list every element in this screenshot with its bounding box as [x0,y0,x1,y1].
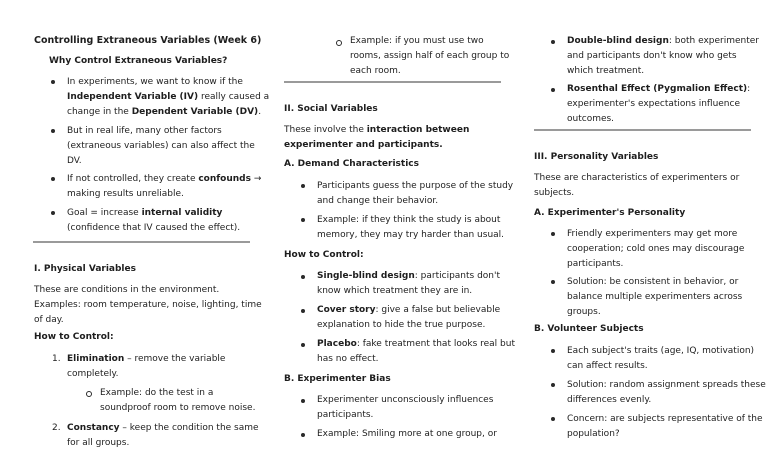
bullet-icon [551,349,555,353]
social-heading: II. Social Variables [284,104,378,114]
list-number: 2. [52,423,61,433]
sub-bullet-icon [86,391,92,397]
bullet-icon [51,177,55,181]
vol-bullet-3: Concern: are subjects representative of the population? [567,414,763,439]
exp-bullet-2: Solution: be consistent in behavior, or balance multiple experimenters across groups. [567,277,743,317]
demand-bullet-2: Example: if they think the study is about memory, they may try harder than usual. [317,215,505,240]
list-number: 1. [52,354,61,364]
why-bullet-4: Goal = increase internal validity (confidence that IV caused the effect). [67,208,241,233]
physical-description: These are conditions in the environment. Examples: room temperature, noise, lighting, time of day. [34,285,262,325]
section-divider [534,129,751,131]
bias-heading: B. Experimenter Bias [284,374,391,384]
demand-bullet-1: Participants guess the purpose of the study and change their behavior. [317,181,514,206]
document-title: Controlling Extraneous Variables (Week 6) [34,35,262,46]
bias-bullet-2: Example: Smiling more at one group, or [317,429,497,439]
bullet-icon [51,80,55,84]
sub-bullet-icon [336,40,342,46]
section-divider [33,241,250,243]
bullet-icon [551,40,555,44]
bullet-icon [551,232,555,236]
example-continued: Example: if you must use two rooms, assign half of each group to each room. [350,36,510,76]
bullet-icon [301,399,305,403]
bullet-icon [551,280,555,284]
bullet-icon [301,433,305,437]
physical-heading: I. Physical Variables [34,264,136,274]
bullet-icon [301,343,305,347]
exp-personality-heading: A. Experimenter's Personality [534,208,686,218]
why-bullet-2: But in real life, many other factors (extraneous variables) can also affect the DV. [67,126,255,166]
bullet-icon [551,88,555,92]
volunteer-heading: B. Volunteer Subjects [534,324,644,334]
personality-heading: III. Personality Variables [534,152,659,162]
elimination-example: Example: do the test in a soundproof room to remove noise. [100,388,256,413]
bullet-icon [301,184,305,188]
why-bullet-1: In experiments, we want to know if the Independent Variable (IV) really caused a change in the Dependent Variable (DV). [67,77,270,117]
how-to-control-heading: How to Control: [34,332,114,342]
exp-bullet-1: Friendly experimenters may get more cooperation; cold ones may discourage participants. [567,229,745,269]
bullet-icon [301,218,305,222]
vol-bullet-1: Each subject's traits (age, IQ, motivation) can affect results. [567,346,755,371]
vol-bullet-2: Solution: random assignment spreads these differences evenly. [567,380,766,405]
bias-bullet-1: Experimenter unconsciously influences participants. [317,395,494,420]
demand-heading: A. Demand Characteristics [284,159,419,169]
bullet-icon [51,211,55,215]
bullet-icon [51,129,55,133]
constancy-item: Constancy – keep the condition the same for all groups. [67,423,259,448]
elimination-item: Elimination – remove the variable completely. [67,354,226,379]
how-to-control-heading-2: How to Control: [284,250,364,260]
rosenthal-item: Rosenthal Effect (Pygmalion Effect): experimenter's expectations influence outcomes. [567,84,751,124]
why-heading: Why Control Extraneous Variables? [49,56,228,66]
cover-story-item: Cover story: give a false but believable explanation to hide the true purpose. [317,305,501,330]
bullet-icon [301,309,305,313]
personality-description: These are characteristics of experimenters or subjects. [534,173,740,198]
bullet-icon [551,383,555,387]
single-blind-item: Single-blind design: participants don't know which treatment they are in. [317,271,501,296]
bullet-icon [551,417,555,421]
why-bullet-3: If not controlled, they create confounds → making results unreliable. [67,174,262,199]
section-divider [284,81,501,83]
placebo-item: Placebo: fake treatment that looks real but has no effect. [317,339,515,364]
social-description: These involve the interaction between experimenter and participants. [284,125,470,150]
double-blind-item: Double-blind design: both experimenter and participants don't know who gets which treatment. [567,36,760,76]
bullet-icon [301,275,305,279]
